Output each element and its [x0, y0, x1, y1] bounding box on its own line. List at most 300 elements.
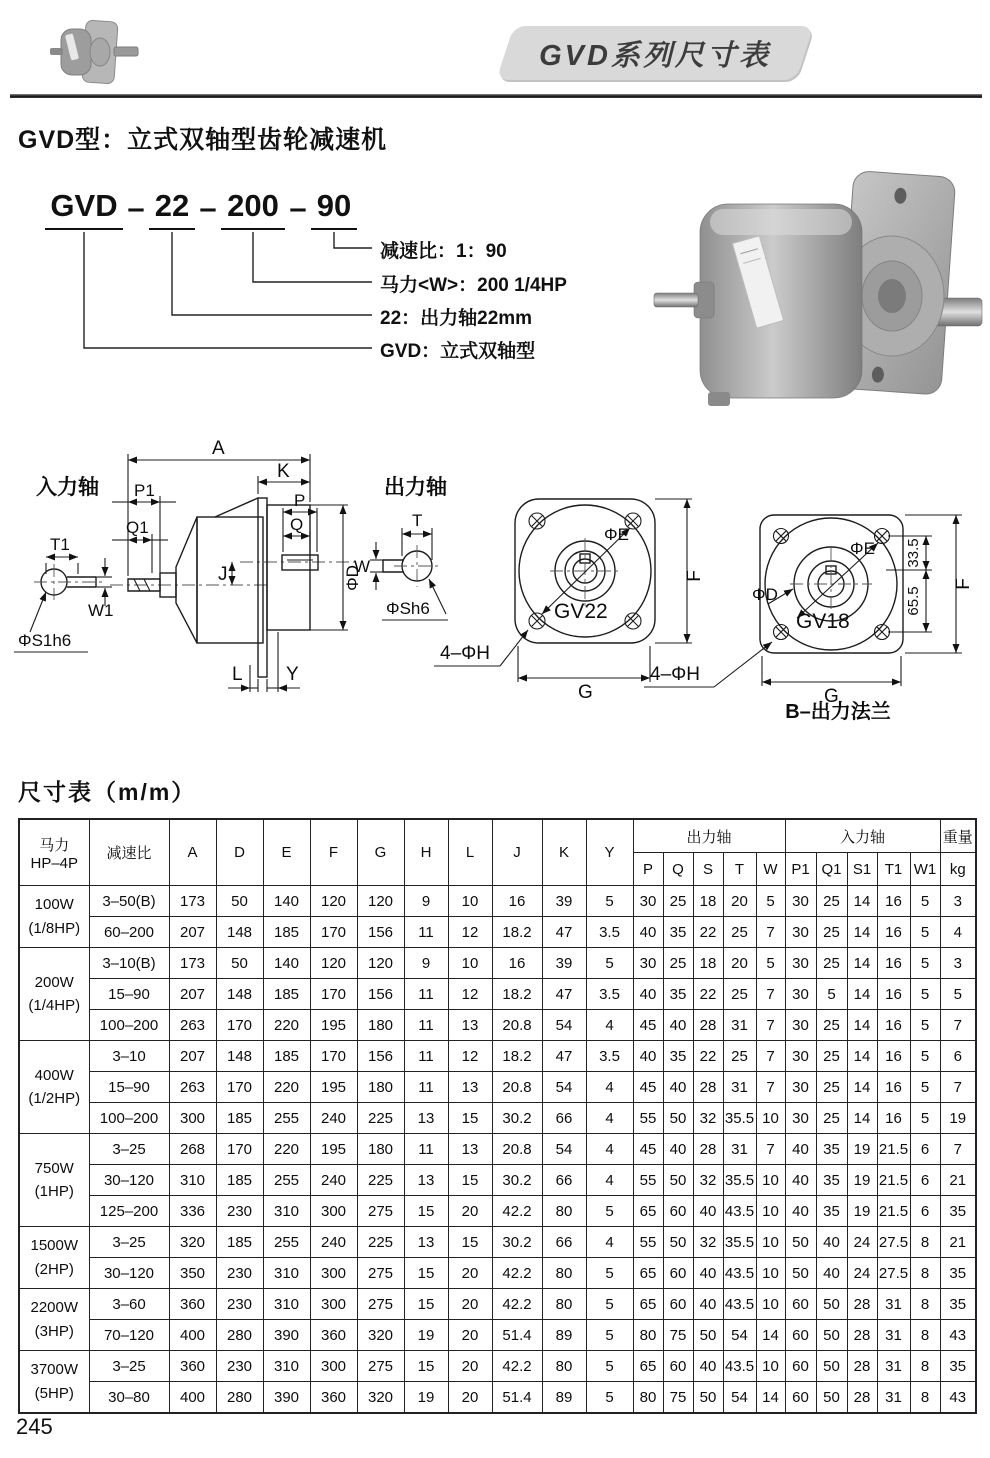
dim-value-cell: 390 [263, 1382, 310, 1414]
dim-value-cell: 148 [216, 917, 263, 948]
dim-value-cell: 120 [310, 948, 357, 979]
header-power [19, 819, 89, 886]
ratio-cell: 15–90 [89, 1072, 169, 1103]
dim-value-cell: 8 [910, 1382, 940, 1414]
dim-value-cell: 47 [542, 917, 586, 948]
dim-value-cell: 18.2 [492, 917, 542, 948]
dim-value-cell: 25 [816, 1072, 847, 1103]
dim-value-cell: 31 [723, 1072, 756, 1103]
flange-caption: B–出力法兰 [785, 701, 891, 723]
dim-value-cell: 14 [847, 979, 877, 1010]
dim-value-cell: 28 [847, 1382, 877, 1414]
dim-value-cell: 25 [816, 917, 847, 948]
dim-value-cell: 42.2 [492, 1351, 542, 1382]
dim-value-cell: 30.2 [492, 1103, 542, 1134]
dim-label-335: 33.5 [905, 538, 922, 568]
dim-value-cell: 185 [263, 1041, 310, 1072]
dim-value-cell: 5 [910, 948, 940, 979]
dim-value-cell: 336 [169, 1196, 216, 1227]
dim-value-cell: 12 [448, 1041, 492, 1072]
dim-value-cell: 43 [940, 1382, 976, 1414]
dim-value-cell: 31 [877, 1382, 910, 1414]
header-col-p1: P1 [785, 853, 816, 886]
dim-value-cell: 54 [542, 1072, 586, 1103]
dim-value-cell: 4 [586, 1165, 633, 1196]
dim-value-cell: 180 [357, 1072, 404, 1103]
dim-label-k: K [277, 461, 290, 482]
dim-value-cell: 20 [448, 1320, 492, 1351]
product-photo [640, 148, 988, 420]
dim-value-cell: 30 [785, 1041, 816, 1072]
dim-value-cell: 13 [404, 1103, 448, 1134]
dim-value-cell: 7 [940, 1072, 976, 1103]
dim-value-cell: 22 [693, 979, 723, 1010]
dim-value-cell: 156 [357, 1041, 404, 1072]
dim-value-cell: 13 [448, 1010, 492, 1041]
dim-value-cell: 6 [940, 1041, 976, 1072]
dim-value-cell: 31 [877, 1320, 910, 1351]
dim-value-cell: 21.5 [877, 1196, 910, 1227]
dim-value-cell: 39 [542, 886, 586, 917]
dim-table-body [19, 886, 976, 1414]
header-col-q: Q [663, 853, 693, 886]
dim-value-cell: 5 [586, 886, 633, 917]
dim-value-cell: 65 [633, 1351, 663, 1382]
dim-value-cell: 10 [756, 1289, 785, 1320]
table-row [19, 1258, 976, 1289]
dim-label-f: F [684, 570, 705, 582]
dim-value-cell: 255 [263, 1103, 310, 1134]
power-group-cell: 2200W (3HP) [19, 1289, 89, 1351]
callout-power: 马力<W>：200 1/4HP [380, 275, 567, 296]
dim-value-cell: 28 [847, 1351, 877, 1382]
dim-value-cell: 50 [663, 1227, 693, 1258]
dim-label-p: P [294, 491, 306, 510]
dim-value-cell: 54 [542, 1134, 586, 1165]
header-dim-d: D [216, 819, 263, 886]
dim-value-cell: 275 [357, 1351, 404, 1382]
header-power-line1: 马力 [39, 836, 70, 854]
header-col-w1: W1 [910, 853, 940, 886]
ratio-cell: 30–120 [89, 1165, 169, 1196]
dim-value-cell: 11 [404, 1134, 448, 1165]
dim-value-cell: 225 [357, 1165, 404, 1196]
dim-value-cell: 18 [693, 886, 723, 917]
dim-label-f: F [953, 578, 974, 590]
dim-label-phi-e: ΦE [604, 525, 629, 544]
dim-value-cell: 21.5 [877, 1165, 910, 1196]
dim-value-cell: 30 [785, 979, 816, 1010]
dim-value-cell: 16 [492, 886, 542, 917]
header-col-t1: T1 [877, 853, 910, 886]
header-weight-unit: kg [940, 853, 976, 886]
model-code [45, 188, 357, 230]
dim-value-cell: 80 [542, 1351, 586, 1382]
dim-value-cell: 185 [263, 979, 310, 1010]
dim-value-cell: 280 [216, 1320, 263, 1351]
dim-value-cell: 60 [785, 1351, 816, 1382]
dim-value-cell: 19 [404, 1382, 448, 1414]
dim-value-cell: 25 [723, 917, 756, 948]
dim-label-w: W [354, 557, 371, 576]
dim-value-cell: 240 [310, 1165, 357, 1196]
dim-value-cell: 43 [940, 1320, 976, 1351]
dim-value-cell: 360 [169, 1351, 216, 1382]
dim-value-cell: 25 [816, 886, 847, 917]
dim-value-cell: 207 [169, 979, 216, 1010]
dim-value-cell: 263 [169, 1010, 216, 1041]
dim-value-cell: 15 [404, 1351, 448, 1382]
dim-value-cell: 7 [756, 1010, 785, 1041]
header-dim-g: G [357, 819, 404, 886]
dim-value-cell: 50 [785, 1258, 816, 1289]
dim-value-cell: 12 [448, 917, 492, 948]
dim-value-cell: 16 [877, 886, 910, 917]
dim-value-cell: 120 [357, 948, 404, 979]
dim-value-cell: 255 [263, 1165, 310, 1196]
dim-value-cell: 30 [785, 1103, 816, 1134]
dim-value-cell: 3 [940, 886, 976, 917]
table-row [19, 1382, 976, 1414]
dim-value-cell: 55 [633, 1227, 663, 1258]
model-separator: – [289, 190, 307, 225]
dim-value-cell: 185 [216, 1103, 263, 1134]
dim-value-cell: 19 [847, 1165, 877, 1196]
header-power-line2: HP–4P [30, 854, 79, 872]
dim-value-cell: 75 [663, 1320, 693, 1351]
ratio-cell: 30–120 [89, 1258, 169, 1289]
dim-value-cell: 13 [448, 1072, 492, 1103]
dim-value-cell: 31 [723, 1010, 756, 1041]
dim-value-cell: 35 [940, 1289, 976, 1320]
dim-value-cell: 3.5 [586, 1041, 633, 1072]
dim-value-cell: 28 [693, 1134, 723, 1165]
dim-value-cell: 28 [847, 1320, 877, 1351]
ratio-cell: 125–200 [89, 1196, 169, 1227]
dim-value-cell: 80 [542, 1258, 586, 1289]
dim-value-cell: 25 [663, 886, 693, 917]
ratio-cell: 100–200 [89, 1010, 169, 1041]
output-shaft-detail [354, 475, 528, 666]
dim-value-cell: 5 [816, 979, 847, 1010]
dim-value-cell: 40 [816, 1227, 847, 1258]
dim-value-cell: 14 [756, 1320, 785, 1351]
dim-value-cell: 19 [404, 1320, 448, 1351]
dim-value-cell: 360 [169, 1289, 216, 1320]
dim-value-cell: 390 [263, 1320, 310, 1351]
dim-value-cell: 207 [169, 917, 216, 948]
dim-value-cell: 19 [940, 1103, 976, 1134]
dim-value-cell: 25 [723, 1041, 756, 1072]
dim-value-cell: 45 [633, 1072, 663, 1103]
dim-value-cell: 50 [663, 1103, 693, 1134]
dim-value-cell: 4 [586, 1010, 633, 1041]
dim-value-cell: 320 [357, 1382, 404, 1414]
dim-label-phi-d: ΦD [752, 585, 778, 604]
dim-value-cell: 16 [877, 979, 910, 1010]
dim-value-cell: 40 [633, 1041, 663, 1072]
dim-value-cell: 14 [847, 1041, 877, 1072]
dim-value-cell: 43.5 [723, 1351, 756, 1382]
dim-value-cell: 25 [816, 948, 847, 979]
dim-value-cell: 66 [542, 1227, 586, 1258]
product-thumbnail [48, 16, 144, 90]
dim-value-cell: 180 [357, 1010, 404, 1041]
dim-value-cell: 170 [216, 1010, 263, 1041]
dim-value-cell: 5 [910, 886, 940, 917]
technical-drawings [0, 430, 990, 760]
dim-value-cell: 40 [785, 1134, 816, 1165]
callout-shaft: 22：出力轴22mm [380, 308, 533, 329]
dim-value-cell: 60 [663, 1196, 693, 1227]
dim-value-cell: 195 [310, 1072, 357, 1103]
dim-value-cell: 21 [940, 1227, 976, 1258]
header-ratio: 减速比 [89, 819, 169, 886]
power-group-cell: 1500W (2HP) [19, 1227, 89, 1289]
dim-value-cell: 31 [723, 1134, 756, 1165]
header-input-group: 入力轴 [785, 819, 940, 853]
side-view-drawing [110, 438, 362, 692]
dim-value-cell: 14 [756, 1382, 785, 1414]
header-col-t: T [723, 853, 756, 886]
model-segment-power: 200 [221, 188, 285, 230]
ratio-cell: 60–200 [89, 917, 169, 948]
ratio-cell: 3–50(B) [89, 886, 169, 917]
gv18-label: GV18 [796, 610, 850, 633]
dim-value-cell: 170 [310, 1041, 357, 1072]
model-segment-ratio: 90 [311, 188, 357, 230]
table-row [19, 1351, 976, 1382]
table-row [19, 1010, 976, 1041]
ratio-cell: 15–90 [89, 979, 169, 1010]
dim-value-cell: 225 [357, 1227, 404, 1258]
dim-label-655: 65.5 [905, 586, 922, 616]
dim-value-cell: 50 [816, 1320, 847, 1351]
dim-value-cell: 50 [785, 1227, 816, 1258]
dim-value-cell: 25 [816, 1041, 847, 1072]
callout-ratio: 减速比：1：90 [380, 241, 507, 262]
dim-value-cell: 60 [663, 1289, 693, 1320]
header-dim-y: Y [586, 819, 633, 886]
header-col-p: P [633, 853, 663, 886]
header-weight: 重量 [940, 819, 976, 853]
dim-value-cell: 173 [169, 886, 216, 917]
dim-value-cell: 54 [542, 1010, 586, 1041]
header-dim-f: F [310, 819, 357, 886]
dim-value-cell: 275 [357, 1196, 404, 1227]
input-shaft-detail [14, 475, 114, 652]
dim-value-cell: 14 [847, 1010, 877, 1041]
dim-value-cell: 60 [785, 1382, 816, 1414]
dim-value-cell: 5 [910, 979, 940, 1010]
table-row [19, 886, 976, 917]
dim-value-cell: 80 [542, 1196, 586, 1227]
dim-value-cell: 30.2 [492, 1165, 542, 1196]
header-col-s1: S1 [847, 853, 877, 886]
dim-value-cell: 40 [693, 1258, 723, 1289]
dim-value-cell: 21 [940, 1165, 976, 1196]
table-row [19, 979, 976, 1010]
dim-value-cell: 54 [723, 1320, 756, 1351]
dim-value-cell: 40 [785, 1165, 816, 1196]
dim-value-cell: 25 [816, 1010, 847, 1041]
dim-value-cell: 30 [633, 948, 663, 979]
dim-value-cell: 7 [756, 979, 785, 1010]
dim-value-cell: 7 [756, 1134, 785, 1165]
dim-value-cell: 20 [723, 886, 756, 917]
dim-value-cell: 185 [216, 1227, 263, 1258]
dim-value-cell: 47 [542, 1041, 586, 1072]
dim-value-cell: 120 [310, 886, 357, 917]
dim-value-cell: 156 [357, 917, 404, 948]
dim-value-cell: 20 [448, 1258, 492, 1289]
table-row [19, 1041, 976, 1072]
dim-value-cell: 35 [816, 1134, 847, 1165]
dim-value-cell: 5 [940, 979, 976, 1010]
series-banner [505, 26, 805, 80]
dim-value-cell: 300 [310, 1351, 357, 1382]
dim-value-cell: 16 [877, 948, 910, 979]
dim-value-cell: 28 [693, 1072, 723, 1103]
dim-value-cell: 120 [357, 886, 404, 917]
dim-value-cell: 8 [910, 1289, 940, 1320]
table-row [19, 1320, 976, 1351]
dim-value-cell: 310 [263, 1351, 310, 1382]
output-shaft-title: 出力轴 [384, 476, 447, 499]
dim-value-cell: 16 [492, 948, 542, 979]
model-separator: – [199, 190, 217, 225]
header-col-q1: Q1 [816, 853, 847, 886]
dim-value-cell: 40 [633, 979, 663, 1010]
dim-value-cell: 75 [663, 1382, 693, 1414]
dim-value-cell: 66 [542, 1103, 586, 1134]
dim-value-cell: 15 [404, 1258, 448, 1289]
header-col-s: S [693, 853, 723, 886]
dim-value-cell: 15 [448, 1227, 492, 1258]
dim-value-cell: 170 [216, 1072, 263, 1103]
dim-value-cell: 20 [448, 1196, 492, 1227]
dimension-table [18, 818, 977, 1414]
header-col-w: W [756, 853, 785, 886]
table-row [19, 1289, 976, 1320]
dim-value-cell: 28 [847, 1289, 877, 1320]
dim-value-cell: 14 [847, 886, 877, 917]
dim-value-cell: 18.2 [492, 979, 542, 1010]
gv18-flange-drawing [644, 515, 974, 723]
power-group-cell: 750W (1HP) [19, 1134, 89, 1227]
table-row [19, 1227, 976, 1258]
dim-value-cell: 7 [756, 1072, 785, 1103]
header-dim-e: E [263, 819, 310, 886]
dim-value-cell: 30 [785, 1072, 816, 1103]
ratio-cell: 30–80 [89, 1382, 169, 1414]
table-row [19, 1072, 976, 1103]
ratio-cell: 3–60 [89, 1289, 169, 1320]
dim-label-p1: P1 [134, 481, 155, 500]
dim-value-cell: 80 [633, 1382, 663, 1414]
table-row [19, 1196, 976, 1227]
dim-value-cell: 50 [693, 1320, 723, 1351]
dim-value-cell: 39 [542, 948, 586, 979]
dim-value-cell: 255 [263, 1227, 310, 1258]
dim-label-phi-e: ΦE [850, 539, 875, 558]
dim-value-cell: 268 [169, 1134, 216, 1165]
dim-value-cell: 5 [910, 1103, 940, 1134]
dim-value-cell: 4 [586, 1227, 633, 1258]
dim-value-cell: 22 [693, 1041, 723, 1072]
dim-value-cell: 11 [404, 979, 448, 1010]
dim-value-cell: 50 [816, 1382, 847, 1414]
dim-value-cell: 14 [847, 1072, 877, 1103]
dim-value-cell: 11 [404, 917, 448, 948]
dim-value-cell: 80 [633, 1320, 663, 1351]
dim-value-cell: 30 [633, 886, 663, 917]
dim-value-cell: 30 [785, 886, 816, 917]
dim-value-cell: 4 [940, 917, 976, 948]
dim-value-cell: 42.2 [492, 1258, 542, 1289]
dim-value-cell: 230 [216, 1258, 263, 1289]
dim-value-cell: 5 [586, 1196, 633, 1227]
dim-value-cell: 8 [910, 1227, 940, 1258]
dim-value-cell: 25 [816, 1103, 847, 1134]
dim-value-cell: 35.5 [723, 1227, 756, 1258]
dim-value-cell: 22 [693, 917, 723, 948]
gv22-label: GV22 [554, 600, 608, 623]
dim-value-cell: 15 [404, 1196, 448, 1227]
dim-value-cell: 148 [216, 1041, 263, 1072]
dim-value-cell: 140 [263, 948, 310, 979]
dim-value-cell: 50 [216, 886, 263, 917]
dim-value-cell: 18 [693, 948, 723, 979]
dim-value-cell: 28 [693, 1010, 723, 1041]
dim-value-cell: 35 [940, 1258, 976, 1289]
dim-value-cell: 89 [542, 1320, 586, 1351]
table-row [19, 1134, 976, 1165]
dim-label-q: Q [290, 515, 304, 534]
header-dim-a: A [169, 819, 216, 886]
table-row [19, 917, 976, 948]
dim-value-cell: 20 [448, 1351, 492, 1382]
header-dim-j: J [492, 819, 542, 886]
ratio-cell: 3–10(B) [89, 948, 169, 979]
dim-value-cell: 47 [542, 979, 586, 1010]
power-group-cell: 200W (1/4HP) [19, 948, 89, 1041]
dim-value-cell: 225 [357, 1103, 404, 1134]
dim-value-cell: 20 [448, 1382, 492, 1414]
dim-value-cell: 5 [910, 1041, 940, 1072]
dim-value-cell: 310 [263, 1289, 310, 1320]
dim-value-cell: 45 [633, 1010, 663, 1041]
dim-value-cell: 13 [448, 1134, 492, 1165]
dim-value-cell: 16 [877, 1041, 910, 1072]
dim-value-cell: 42.2 [492, 1196, 542, 1227]
table-row [19, 948, 976, 979]
ratio-cell: 3–25 [89, 1227, 169, 1258]
dim-label-g: G [578, 682, 593, 703]
dim-value-cell: 27.5 [877, 1227, 910, 1258]
dim-value-cell: 50 [693, 1382, 723, 1414]
dim-value-cell: 16 [877, 1103, 910, 1134]
dim-value-cell: 7 [940, 1134, 976, 1165]
dim-value-cell: 10 [756, 1165, 785, 1196]
dim-value-cell: 220 [263, 1134, 310, 1165]
header-dim-k: K [542, 819, 586, 886]
dim-label-a: A [212, 438, 225, 459]
dim-value-cell: 35 [663, 1041, 693, 1072]
dim-value-cell: 5 [910, 1072, 940, 1103]
dim-label-t1: T1 [50, 535, 70, 554]
dim-value-cell: 185 [263, 917, 310, 948]
